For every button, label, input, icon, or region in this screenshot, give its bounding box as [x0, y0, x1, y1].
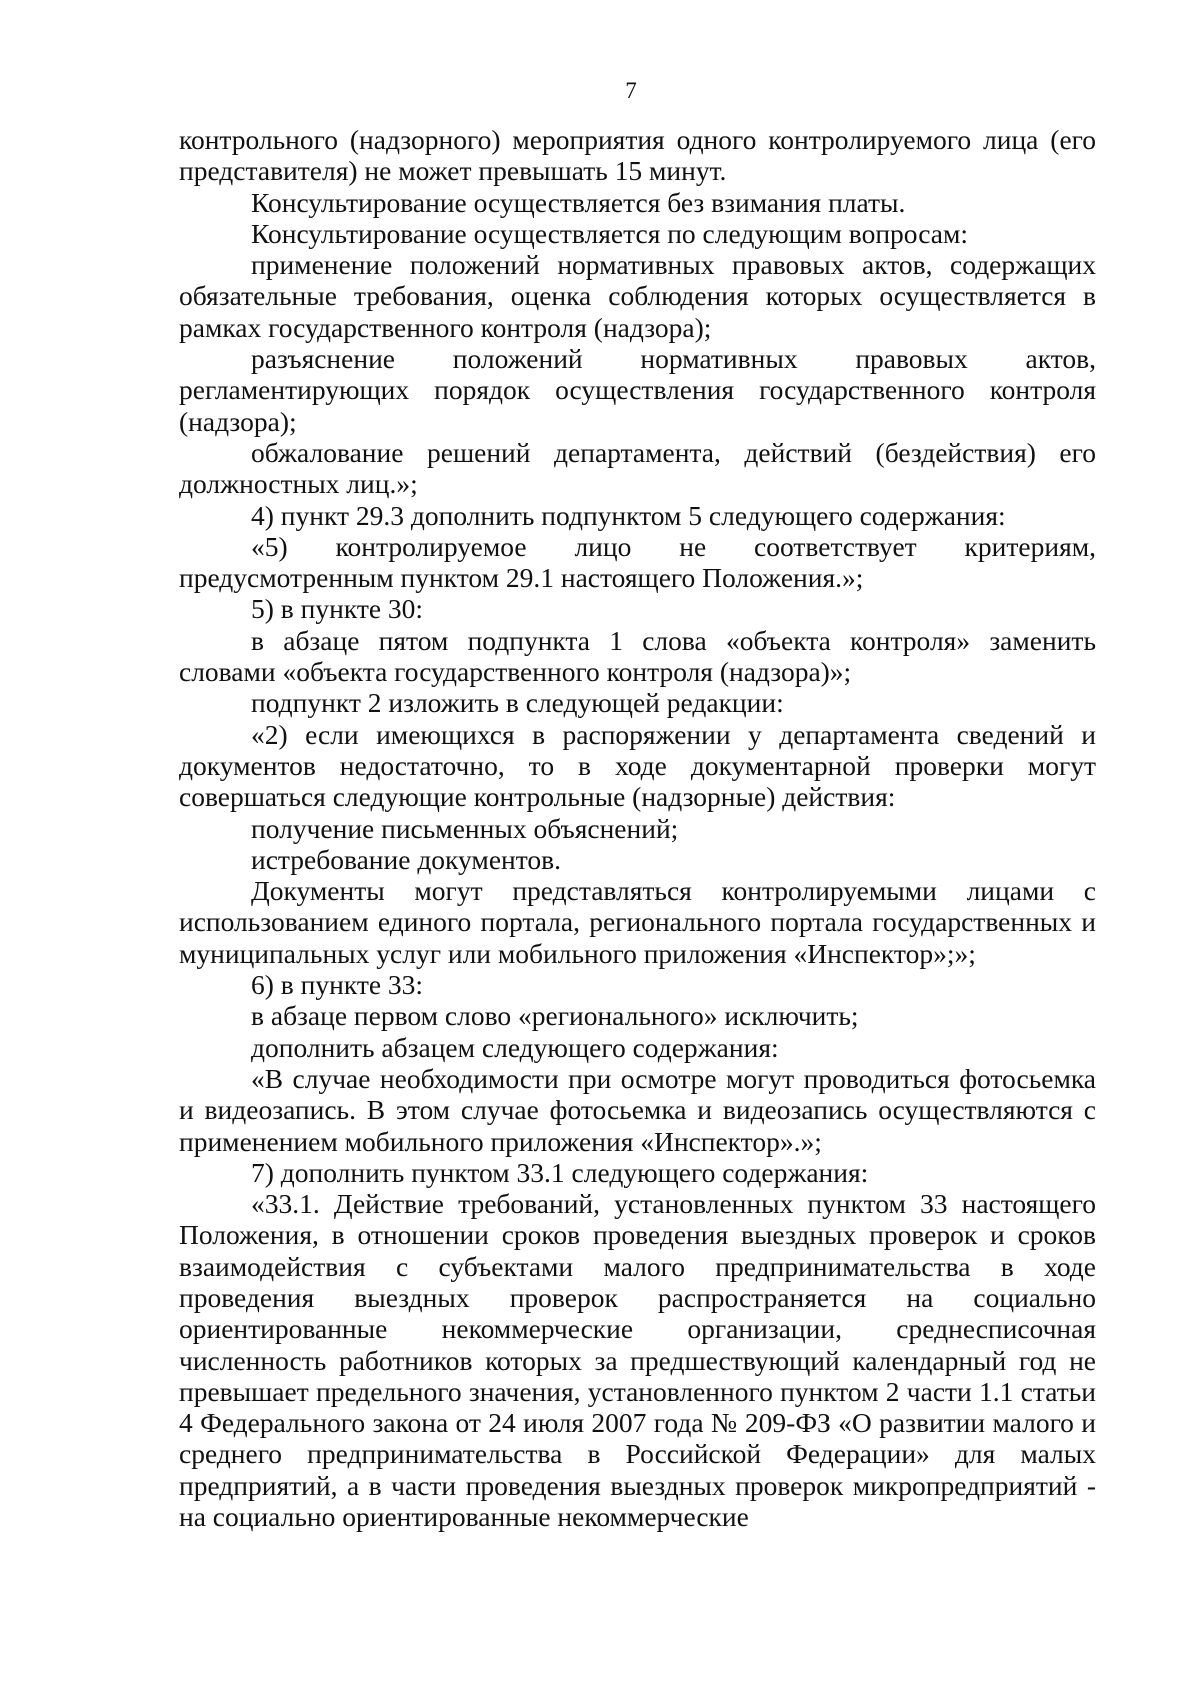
- paragraph: разъяснение положений нормативных правовых актов, регламентирующих порядок осуществления государственного контроля (надзора);: [179, 343, 1096, 437]
- paragraph: обжалование решений департамента, действий (бездействия) его должностных лиц.»;: [179, 436, 1096, 500]
- paragraph: дополнить абзацем следующего содержания:: [251, 1031, 779, 1063]
- paragraph: в абзаце первом слово «регионального» исключить;: [251, 1000, 859, 1032]
- paragraph: «В случае необходимости при осмотре могут проводиться фотосьемка и видеозапись. В этом случае фотосьемка и видеозапись осуществляются с применением мобильного приложения «Инспектор».»;: [179, 1062, 1096, 1157]
- page-number: 7: [625, 78, 637, 103]
- paragraph: 7) дополнить пунктом 33.1 следующего содержания:: [251, 1156, 869, 1188]
- paragraph: «5) контролируемое лицо не соответствует критериям, предусмотренным пунктом 29.1 настоящего Положения.»;: [179, 530, 1096, 594]
- paragraph: Документы могут представляться контролируемыми лицами с использованием единого портала, регионального портала государственных и муниципальных услуг или мобильного приложения «Инспектор»;»;: [179, 875, 1096, 969]
- paragraph: в абзаце пятом подпункта 1 слова «объекта контроля» заменить словами «объекта государственного контроля (надзора)»;: [179, 624, 1096, 688]
- paragraph: 5) в пункте 30:: [251, 593, 424, 625]
- paragraph: Консультирование осуществляется без взимания платы.: [251, 186, 906, 218]
- paragraph: Консультирование осуществляется по следующим вопросам:: [251, 217, 969, 249]
- paragraph: 6) в пункте 33:: [251, 969, 424, 1001]
- paragraph: истребование документов.: [251, 843, 562, 875]
- document-body: [179, 124, 1096, 1532]
- paragraph: получение письменных объяснений;: [251, 812, 679, 844]
- paragraph: применение положений нормативных правовых актов, содержащих обязательные требования, оценка соблюдения которых осуществляется в рамках государственного контроля (надзора);: [179, 249, 1096, 343]
- paragraph: контрольного (надзорного) мероприятия одного контролируемого лица (его представителя) не может превышать 15 минут.: [179, 124, 1096, 187]
- paragraph: «33.1. Действие требований, установленных пунктом 33 настоящего Положения, в отношении сроков проведения выездных проверок и сроков взаимодействия с субъектами малого предпринимательства в ходе проведения выездных проверок распространяется на социально ориентированные некоммерческие организации, среднесписочная численность работников которых за предшествующий календарный год не превышает предельного значения, установленного пунктом 2 части 1.1 статьи 4 Федерального закона от 24 июля 2007 года № 209-ФЗ «О развитии малого и среднего предпринимательства в Российской Федерации» для малых предприятий, а в части проведения выездных проверок микропредприятий - на социально ориентированные некоммерческие: [179, 1188, 1096, 1533]
- paragraph: подпункт 2 изложить в следующей редакции:: [251, 687, 784, 719]
- paragraph: 4) пункт 29.3 дополнить подпунктом 5 следующего содержания:: [251, 499, 1006, 531]
- paragraph: «2) если имеющихся в распоряжении у департамента сведений и документов недостаточно, то в ходе документарной проверки могут совершаться следующие контрольные (надзорные) действия:: [179, 718, 1096, 813]
